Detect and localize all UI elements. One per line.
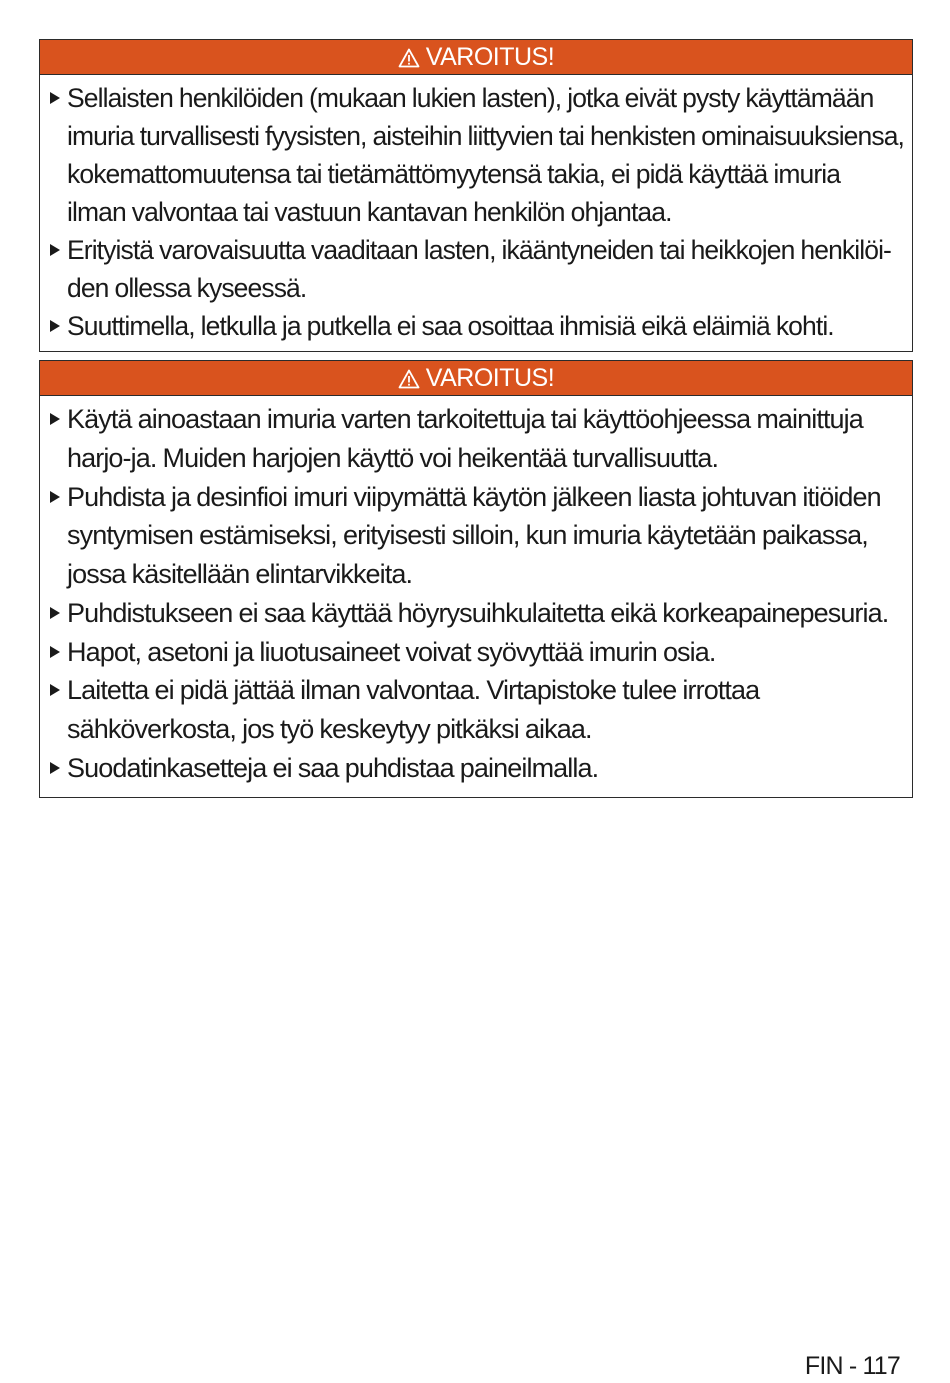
list-item-text: Käytä ainoastaan imuria varten tarkoitettuja tai käyttöohjeessa mainittuja harjo-ja. Muiden harjojen käyttö voi heikentää turvallisuutta. (67, 404, 863, 473)
warning-list (40, 396, 912, 788)
warning-header (40, 361, 912, 396)
list-item (50, 400, 904, 478)
list-item-text: Erityistä varovaisuutta vaaditaan lasten, ikääntyneiden tai heikkojen henkilöi-den ollessa kyseessä. (67, 235, 891, 304)
warning-triangle-icon (398, 48, 420, 68)
list-item-text: Sellaisten henkilöiden (mukaan lukien lasten), jotka eivät pysty käyttämään imuria turvallisesti fyysisten, aisteihin liittyvien tai henkisten ominaisuuksiensa, kokemattomuutensa tai tietämättömyytensä takia, ei pidä käyttää imuria ilman valvontaa tai vastuun kantavan henkilön ohjantaa. (67, 83, 905, 228)
list-item-text: Puhdista ja desinfioi imuri viipymättä käytön jälkeen liasta johtuvan itiöiden syntymisen estämiseksi, erityisesti silloin, kun imuria käytetään paikassa, jossa käsitellään elintarvikkeita. (67, 481, 881, 590)
list-item (50, 749, 904, 788)
list-item-text: Suodatinkasetteja ei saa puhdistaa paineilmalla. (67, 752, 599, 783)
warning-box-2 (39, 360, 913, 798)
triangle-bullet-icon (50, 762, 60, 774)
list-item-text: Laitetta ei pidä jättää ilman valvontaa. Virtapistoke tulee irrottaa sähköverkosta, jos työ keskeytyy pitkäksi aikaa. (67, 675, 760, 745)
triangle-bullet-icon (50, 244, 60, 256)
list-item (50, 478, 904, 594)
page-number: FIN - 117 (804, 1352, 900, 1380)
list-item-text: Puhdistukseen ei saa käyttää höyrysuihkulaitetta eikä korkeapainepesuria. (67, 597, 889, 628)
triangle-bullet-icon (50, 646, 60, 658)
list-item (50, 633, 904, 672)
warning-list (40, 75, 912, 345)
triangle-bullet-icon (50, 684, 60, 696)
triangle-bullet-icon (50, 491, 60, 503)
list-item (50, 594, 904, 633)
triangle-bullet-icon (50, 607, 60, 619)
triangle-bullet-icon (50, 320, 60, 332)
list-item-text: Suuttimella, letkulla ja putkella ei saa osoittaa ihmisiä eikä eläimiä kohti. (67, 311, 834, 342)
list-item (50, 307, 904, 345)
list-item-text: Hapot, asetoni ja liuotusaineet voivat syövyttää imurin osia. (67, 636, 716, 667)
warning-box-1 (39, 39, 913, 352)
warning-title: VAROITUS! (425, 363, 555, 392)
list-item (50, 671, 904, 749)
list-item (50, 231, 904, 307)
triangle-bullet-icon (50, 92, 60, 104)
warning-header (40, 40, 912, 75)
warning-triangle-icon (398, 369, 420, 389)
triangle-bullet-icon (50, 413, 60, 425)
warning-title: VAROITUS! (425, 42, 555, 71)
list-item (50, 79, 904, 231)
